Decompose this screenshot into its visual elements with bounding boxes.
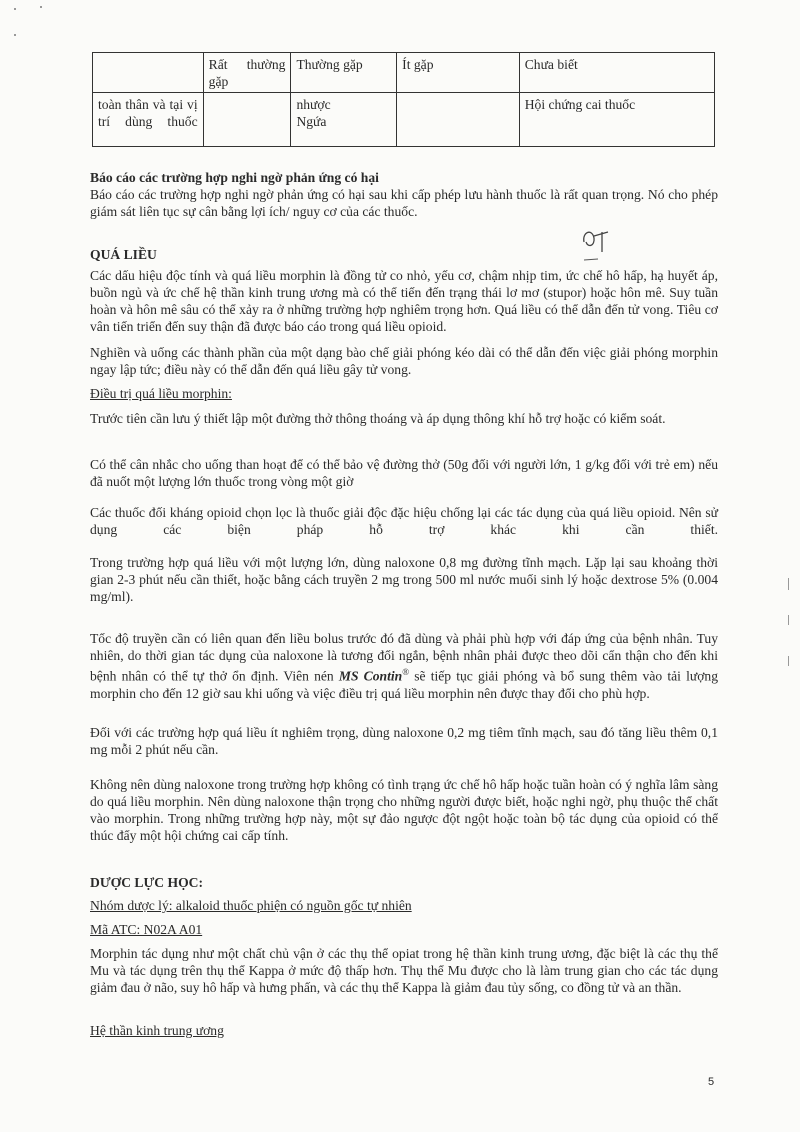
pharmacological-group: Nhóm dược lý: alkaloid thuốc phiện có nguồn gốc tự nhiên [90,898,412,913]
overdose-paragraph [90,630,718,702]
cns-heading: Hệ thần kinh trung ương [90,1023,224,1038]
table-header-cell: Rất thường gặp [203,53,291,93]
scan-speck [788,578,789,590]
page-number: 5 [708,1076,715,1088]
scan-speck [788,615,789,625]
table-header-cell: Ít gặp [397,53,520,93]
overdose-text: sẽ tiếp tục giải phóng và bổ sung thêm vào tải lượng morphin cho đến 12 giờ sau khi uống và việc điều trị quá liều morphin nên được thay đổi cho phù hợp. [90,668,718,701]
treatment-heading: Điều trị quá liều morphin: [90,386,232,401]
table-header-row [93,53,715,93]
scan-speck [14,34,16,36]
brand-name: MS Contin [338,668,403,684]
scan-speck [14,8,16,10]
report-heading: Báo cáo các trường hợp nghi ngờ phản ứng có hại [90,170,379,185]
overdose-paragraph: Không nên dùng naloxone trong trường hợp không có tình trạng ức chế hô hấp hoặc tuần hoàn có ý nghĩa lâm sàng do quá liều morphin. Nên dùng naloxone thận trọng cho những người được biết, hoặc nghi ngờ, phụ thuộc thể chất vào morphin. Trong những trường hợp này, một sự đảo ngược đột ngột hoặc toàn bộ tác dụng của opioid có thể thúc đẩy một hội chứng cai cấp tính. [90,777,718,843]
atc-code: Mã ATC: N02A A01 [90,922,203,937]
table-header-cell: Chưa biết [519,53,714,93]
table-cell: Hội chứng cai thuốc [519,93,714,147]
overdose-paragraph: Trong trường hợp quá liều với một lượng lớn, dùng naloxone 0,8 mg đường tĩnh mạch. Lặp lại sau khoảng thời gian 2-3 phút nếu cần thiết, hoặc bằng cách truyền 2 mg trong 500 ml nước muối sinh lý hoặc dextrose 5% (0.004 mg/ml). [90,555,718,604]
overdose-paragraph: Các dấu hiệu độc tính và quá liều morphin là đồng tử co nhỏ, yếu cơ, chậm nhịp tim, ức chế hô hấp, hạ huyết áp, buồn ngủ và ức chế hệ thần kinh trung ương mà có thể tiến đến trạng thái lơ mơ (stupor) hoặc hôn mê. Suy tuần hoàn và hôn mê sâu có thể xảy ra ở những trường hợp nghiêm trọng hơn. Quá liều có thể dẫn đến tử vong. Tiêu cơ vân tiến triển đến suy thận đã được báo cáo trong quá liều opioid. [90,268,718,334]
table-row [93,93,715,147]
report-paragraph: Báo cáo các trường hợp nghi ngờ phản ứng có hại sau khi cấp phép lưu hành thuốc là rất quan trọng. Nó cho phép giám sát liên tục sự cân bằng lợi ích/ nguy cơ của các thuốc. [90,187,718,219]
table-cell: toàn thân và tại vị trí dùng thuốc [93,93,204,147]
table-cell [203,93,291,147]
pharmacodynamics-heading: DƯỢC LỰC HỌC: [90,875,204,890]
side-effects-table [92,52,715,147]
overdose-paragraph: Nghiền và uống các thành phần của một dạng bào chế giải phóng kéo dài có thể dẫn đến việc giải phóng morphin ngay lập tức; điều này có thể dẫn đến quá liều gây tử vong. [90,345,718,377]
scan-speck [788,656,789,666]
table-header-cell [93,53,204,93]
overdose-text: Tốc độ truyền cần có liên quan đến liều bolus trước đó đã dùng và phải phù hợp với đáp ứng của bệnh nhân. Tuy nhiên, do thời gian tác dụng của naloxone là tương đối ngắn, bệnh nhân phải được theo dõi cẩn thận cho đến khi bệnh nhân có thể tự thở ổn định. Viên nén [90,631,718,684]
overdose-paragraph: Các thuốc đối kháng opioid chọn lọc là thuốc giải độc đặc hiệu chống lại các tác dụng của quá liều opioid. Nên sử dụng các biện pháp hỗ trợ khác khi cần thiết. [90,505,718,537]
overdose-paragraph: Có thể cân nhắc cho uống than hoạt để có thể bảo vệ đường thở (50g đối với người lớn, 1 g/kg đối với trẻ em) nếu đã nuốt một lượng lớn thuốc trong vòng một giờ [90,457,718,489]
overdose-paragraph: Trước tiên cần lưu ý thiết lập một đường thở thông thoáng và áp dụng thông khí hỗ trợ hoặc có kiểm soát. [90,411,666,426]
pharmacodynamics-paragraph: Morphin tác dụng như một chất chủ vận ở các thụ thể opiat trong hệ thần kinh trung ương, đặc biệt là các thụ thể Mu và tác dụng trên thụ thể Kappa ở mức độ thấp hơn. Thụ thể Mu được cho là làm trung gian cho các tác dụng giảm đau ở não, suy hô hấp và hưng phấn, và các thụ thể Kappa là giảm đau tủy sống, co đồng tử và an thần. [90,946,718,995]
table-header-cell: Thường gặp [291,53,397,93]
table-cell [397,93,520,147]
registered-mark: ® [402,667,410,677]
scan-speck [40,6,42,8]
table-cell: nhược Ngứa [291,93,397,147]
overdose-heading: QUÁ LIỀU [90,247,157,262]
overdose-paragraph: Đối với các trường hợp quá liều ít nghiêm trọng, dùng naloxone 0,2 mg tiêm tĩnh mạch, sau đó tăng liều thêm 0,1 mg mỗi 2 phút nếu cần. [90,725,718,757]
